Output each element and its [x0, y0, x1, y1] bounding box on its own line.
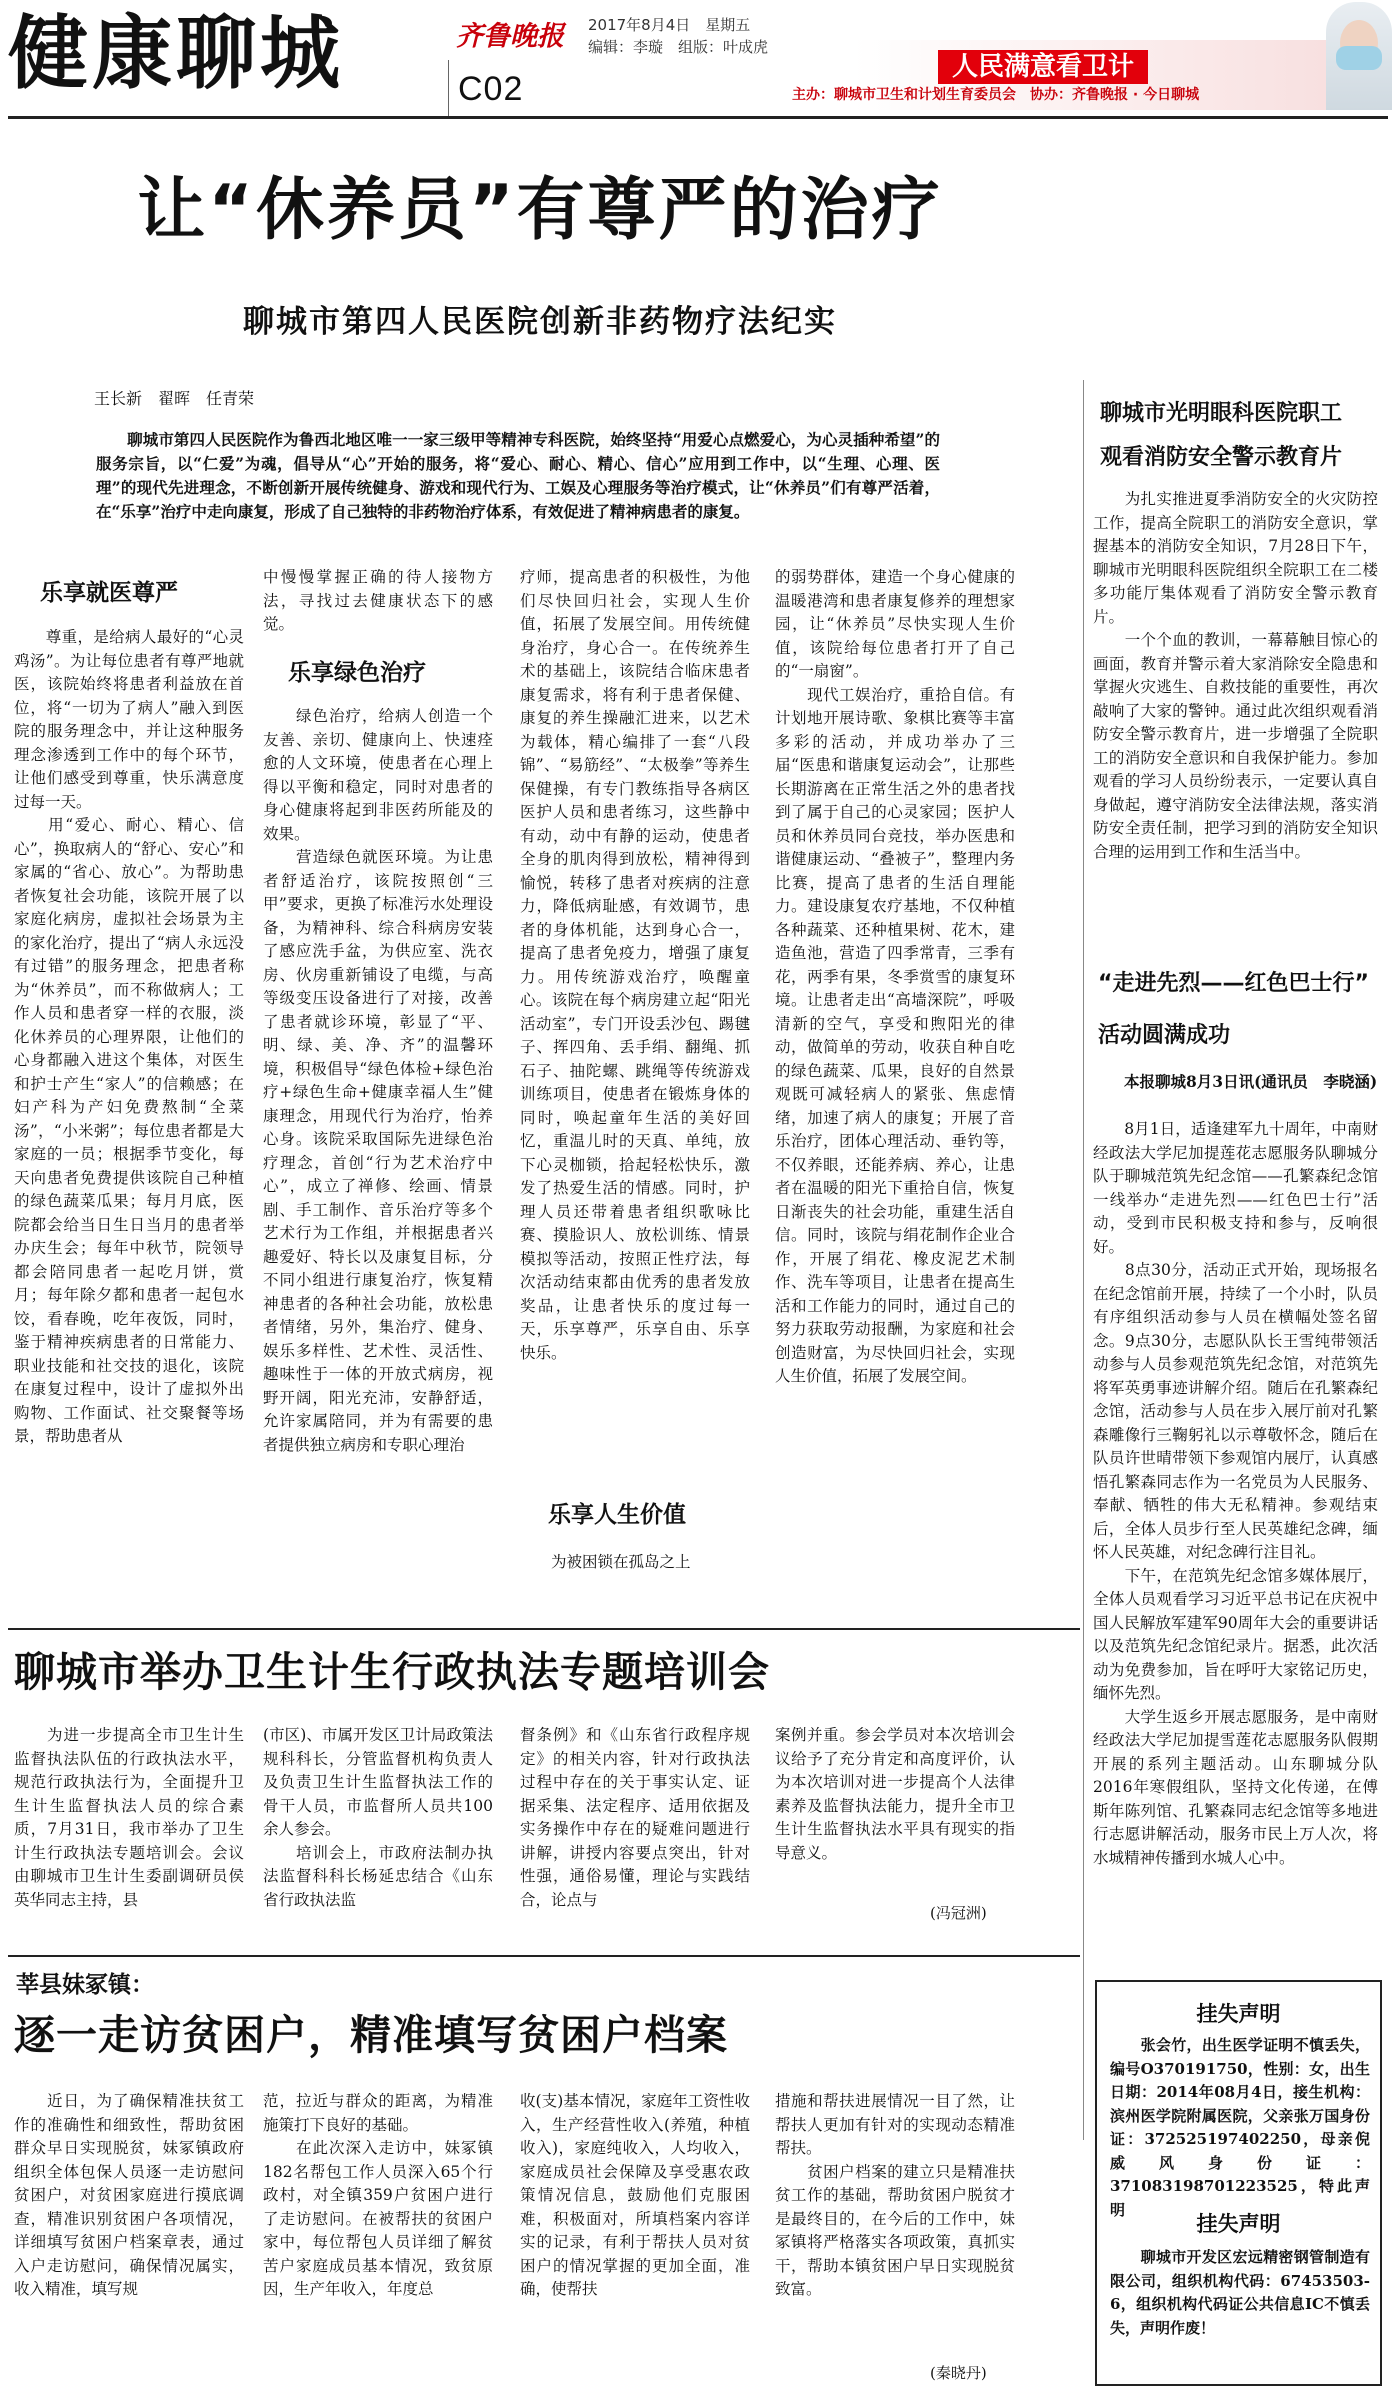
notice-body-1: 张会竹，出生医学证明不慎丢失，编号O370191750，性别：女，出生日期：2014年08月4日，接生机构：滨州医学院附属医院，父亲张万国身份证：372525197402250，母亲倪威风身份证：371083198701223525，特此声明: [1110, 2036, 1370, 2219]
newspaper-logo: 齐鲁晚报: [456, 21, 564, 52]
notice-body-2: 聊城市开发区宏远精密钢管制造有限公司，组织机构代码：67453503-6，组织机构代码证公共信息IC不慎丢失，声明作废！: [1110, 2248, 1370, 2337]
article2-top-rule: [8, 1628, 1080, 1630]
side1-title-line2: 观看消防安全警示教育片: [1100, 445, 1343, 470]
article2-author: (冯冠洲): [930, 1904, 987, 1922]
article3-kicker: 莘县妹冢镇：: [16, 1972, 154, 1998]
lead-col-1: 尊重，是给病人最好的“心灵鸡汤”。为让每位患者有尊严地就医，该院始终将患者利益放在首位，将“一切为了病人”融入到医院的服务理念中，并让这种服务理念渗透到工作中的每个环节，让他们感受到尊重，快乐满意度过每一天。 用“爱心、耐心、精心、信心”，换取病人的“舒心、安心”和家属的“省心、放心”。为帮助患者恢复社会功能，该院开展了以家庭化病房，虚拟社会场景为主的家化治疗，提出了“病人永远没有过错”的服务理念，把患者称为“休养员”，而不称做病人；工作人员和患者穿一样的衣服，淡化休养员的心理界限，让他们的心身都融入进这个集体，对医生和护士产生“家人”的信赖感；在妇产科为产妇免费熬制“全菜汤”，“小米粥”；每位患者都是大家庭的一员；根据季节变化，每天向患者免费提供该院自己种植的绿色蔬菜瓜果；每月月底，医院都会给当日生日当月的患者举办庆生会；每年中秋节，院领导都会陪同患者一起吃月饼，赏月；每年除夕都和患者一起包水饺，看春晚，吃年夜饭，同时，鉴于精神疾病患者的日常能力、职业技能和社交技的退化，该院在康复过程中，设计了虚拟外出购物、工作面试、社交聚餐等场景，帮助患者从: [14, 628, 244, 1445]
lead-intro: 聊城市第四人民医院作为鲁西北地区唯一一家三级甲等精神专科医院，始终坚持“用爱心点燃爱心，为心灵插种希望”的服务宗旨，以“仁爱”为魂，倡导从“心”开始的服务，将“爱心、耐心、精心、信心”应用到工作中，以“生理、心理、医理”的现代先进理念，不断创新开展传统健身、游戏和现代行为、工娱及心理服务等治疗模式，让“休养员”们有尊严活着，在“乐享”治疗中走向康复，形成了自己独特的非药物治疗体系，有效促进了精神病患者的康复。: [96, 430, 940, 521]
editors: 编辑：李璇 组版：叶成虎: [588, 38, 769, 56]
column-rule-main: [1083, 380, 1084, 2140]
side2-title-line2: 活动圆满成功: [1098, 1023, 1231, 1048]
lead-col-2a: 中慢慢掌握正确的待人接物方法，寻找过去健康状态下的感觉。: [263, 568, 493, 633]
lead-col-3: 疗师，提高患者的积极性，为他们尽快回归社会，实现人生价值，拓展了发展空间。用传统健身治疗，身心合一。在传统养生术的基础上，该院结合临床患者康复需求，将有利于患者保健、康复的养生操融汇进来，以艺术为载体，精心编排了一套“八段锦”、“易筋经”、“太极拳”等养生保健操，有专门教练指导各病区医护人员和患者练习，这些静中有动，动中有静的运动，使患者全身的肌肉得到放松，精神得到愉悦，转移了患者对疾病的注意力，降低病耻感，有效调节，患者的身体机能，达到身心合一，提高了患者免疫力，增强了康复力。用传统游戏治疗，唤醒童心。该院在每个病房建立起“阳光活动室”，专门开设丢沙包、踢毽子、挥四角、丢手绢、翻绳、抓石子、抽陀螺、跳绳等传统游戏训练项目，使患者在锻炼身体的同时，唤起童年生活的美好回忆，重温儿时的天真、单纯，放下心灵枷锁，拾起轻松快乐，激发了热爱生活的情感。同时，护理人员还带着患者组织歌咏比赛、摸脸识人、放松训练、情景模拟等活动，按照正性疗法，每次活动结束都由优秀的患者发放奖品，让患者快乐的度过每一天，乐享尊严，乐享自由、乐享快乐。: [520, 568, 750, 1362]
article2-col-4: 案例并重。参会学员对本次培训会议给予了充分肯定和高度评价，认为本次培训对进一步提高个人法律素养及监督执法能力，提升全市卫生计生监督执法水平具有现实的指导意义。: [775, 1726, 1015, 1862]
notice-title-1: 挂失声明: [1196, 2002, 1281, 2026]
article3-col-4: 措施和帮扶进展情况一目了然，让帮扶人更加有针对的实现动态精准帮扶。 贫困户档案的建立只是精准扶贫工作的基础，帮助贫困户脱贫才是最终目的，在今后的工作中，妹冢镇将严格落实各项政策，真抓实干，帮助本镇贫困户早日实现脱贫致富。: [775, 2092, 1015, 2298]
subhead-green: 乐享绿色治疗: [288, 660, 426, 686]
banner-subtitle: 主办：聊城市卫生和计划生育委员会 协办：齐鲁晚报 · 今日聊城: [792, 87, 1200, 103]
lead-byline: 王长新 翟晖 任青荣: [94, 389, 255, 408]
article3-col-3: 收(支)基本情况，家庭年工资性收入，生产经营性收入(养殖，种植收入)，家庭纯收入，人均收入，家庭成员社会保障及享受惠农政策情况信息，鼓励他们克服困难，积极面对，所填档案内容详实的记录，有利于帮扶人员对贫困户的情况掌握的更加全面，准确，使帮扶: [520, 2092, 750, 2298]
banner-title: 人民满意看卫计: [938, 50, 1148, 84]
campaign-banner: [790, 40, 1326, 110]
lead-title: 让“休养员”有尊严的治疗: [137, 171, 943, 250]
side1-title-line1: 聊城市光明眼科医院职工: [1100, 401, 1343, 426]
article3-title: 逐一走访贫困户，精准填写贫困户档案: [14, 2011, 728, 2059]
side2-body: 8月1日，适逢建军九十周年，中南财经政法大学尼加提莲花志愿服务队聊城分队于聊城范筑先纪念馆——孔繁森纪念馆一线举办“走进先烈——红色巴士行”活动，受到市民积极支持和参与，反响很好。 8点30分，活动正式开始，现场报名在纪念馆前开展，持续了一个小时，队员有序组织活动参与人员在横幅处签名留念。9点30分，志愿队队长王雪纯带领活动参与人员参观范筑先纪念馆，对范筑先将军英勇事迹讲解介绍。随后在孔繁森纪念馆，活动参与人员在步入展厅前对孔繁森雕像行三鞠躬礼以示尊敬怀念，随后在队员许世晴带领下参观馆内展厅，认真感悟孔繁森同志作为一名党员为人民服务、奉献、牺牲的伟大无私精神。参观结束后，全体人员步行至人民英雄纪念碑，缅怀人民英雄，对纪念碑行注目礼。 下午，在范筑先纪念馆多媒体展厅，全体人员观看学习习近平总书记在庆祝中国人民解放军建军90周年大会的重要讲话以及范筑先纪念馆纪录片。据悉，此次活动为免费参加，旨在呼吁大家铭记历史，缅怀先烈。 大学生返乡开展志愿服务，是中南财经政法大学尼加提雪莲花志愿服务队假期开展的系列主题活动。山东聊城分队2016年寒假组队，坚持文化传递，在傅斯年陈列馆、孔繁森同志纪念馆等多地进行志愿讲解活动，服务市民上万人次，将水城精神传播到水城人心中。: [1093, 1120, 1378, 1867]
article2-title: 聊城市举办卫生计生行政执法专题培训会: [14, 1648, 770, 1696]
page-number: C02: [458, 70, 524, 108]
article2-col-1: 为进一步提高全市卫生计生监督执法队伍的行政执法水平，规范行政执法行为，全面提升卫生计生监督执法人员的综合素质，7月31日，我市举办了卫生计生行政执法专题培训会。会议由聊城市卫生计生委副调研员侯英华同志主持，县: [14, 1726, 244, 1909]
header-rule: [8, 116, 1388, 119]
subhead-dignity: 乐享就医尊严: [40, 580, 178, 606]
header-divider: [448, 60, 449, 116]
article2-col-2: (市区)、市属开发区卫计局政策法规科科长，分管监督机构负责人及负责卫生计生监督执法工作的骨干人员，市监督所人员共100余人参会。 培训会上，市政府法制办执法监督科科长杨延忠结合《山东省行政执法监: [263, 1726, 493, 1909]
lead-col-2b: 绿色治疗，给病人创造一个友善、亲切、健康向上、快速痊愈的人文环境，使患者在心理上得以平衡和稳定，同时对患者的身心健康将起到非医药所能及的效果。 营造绿色就医环境。为让患者舒适治疗，该院按照创“三甲”要求，更换了标准污水处理设备，为精神科、综合科病房安装了感应洗手盆，为供应室、洗衣房、伙房重新铺设了电缆，与高等级变压设备进行了对接，改善了患者就诊环境，彰显了“平、明、绿、美、净、齐”的温馨环境，积极倡导“绿色体检+绿色治疗+绿色生命+健康幸福人生”健康理念，用现代行为治疗，怡养心身。该院采取国际先进绿色治疗理念，首创“行为艺术治疗中心”，成立了禅修、绘画、情景剧、手工制作、音乐治疗等多个艺术行为工作组，并根据患者兴趣爱好、特长以及康复目标，分不同小组进行康复治疗，恢复精神患者的各种社会功能，放松患者情绪，另外，集治疗、健身、娱乐多样性、艺术性、灵活性、趣味性于一体的开放式病房，视野开阔，阳光充沛，安静舒适，允许家属陪同，并为有需要的患者提供独立病房和专职心理治: [263, 707, 493, 1454]
side1-body: 为扎实推进夏季消防安全的火灾防控工作，提高全院职工的消防安全意识，掌握基本的消防安全知识，7月28日下午，聊城市光明眼科医院组织全院职工在二楼多功能厅集体观看了消防安全警示教育片。 一个个血的教训，一幕幕触目惊心的画面，教育并警示着大家消除安全隐患和掌握火灾逃生、自救技能的重要性，再次敲响了大家的警钟。通过此次组织观看消防安全警示教育片，进一步增强了全院职工的消防安全意识和自我保护能力。参加观看的学习人员纷纷表示，一定要认真自身做起，遵守消防安全法律法规，落实消防安全责任制，把学习到的消防安全知识合理的运用到工作和生活当中。: [1093, 490, 1378, 861]
article3-col-2: 范，拉近与群众的距离，为精准施策打下良好的基础。 在此次深入走访中，妹冢镇182名帮包工作人员深入65个行政村，对全镇359户贫困户进行了走访慰问。在被帮扶的贫困户家中，每位帮包人员详细了解贫苦户家庭成员基本情况，致贫原因，生产年收入，年度总: [263, 2092, 493, 2298]
issue-date: 2017年8月4日 星期五: [588, 16, 751, 34]
lead-subtitle: 聊城市第四人民医院创新非药物疗法纪实: [243, 304, 837, 340]
doctor-photo: [1326, 2, 1392, 110]
article3-author: (秦晓丹): [930, 2364, 987, 2382]
notice-title-2: 挂失声明: [1196, 2212, 1281, 2236]
lead-col-3b: 为被困锁在孤岛之上: [520, 1553, 691, 1571]
subhead-value: 乐享人生价值: [548, 1502, 686, 1528]
lead-col-4: 的弱势群体，建造一个身心健康的温暖港湾和患者康复修养的理想家园，让“休养员”尽快实现人生价值，该院给每位患者打开了自己的“一扇窗”。 现代工娱治疗，重拾自信。有计划地开展诗歌、象棋比赛等丰富多彩的活动，并成功举办了三届“医患和谐康复运动会”，让那些长期游离在正常生活之外的患者找到了属于自己的心灵家园；医护人员和休养员同台竞技，举办医患和谐健康运动、“叠被子”，整理内务比赛，提高了患者的生活自理能力。建设康复农疗基地，不仅种植各种蔬菜、还种植果树、花木，建造鱼池，营造了四季常青，三季有花，两季有果，冬季赏雪的康复环境。让患者走出“高墙深院”，呼吸清新的空气，享受和煦阳光的律动，做简单的劳动，收获自种自吃的绿色蔬菜、瓜果，良好的自然景观既可减轻病人的紧张、焦虑情绪，加速了病人的康复；开展了音乐治疗，团体心理活动、垂钓等，不仅养眼，还能养病、养心，让患者在温暖的阳光下重拾自信，恢复日渐丧失的社会功能，重建生活自信。同时，该院与绢花制作企业合作，开展了绢花、橡皮泥艺术制作、洗车等项目，让患者在提高生活和工作能力的同时，通过自己的努力获取劳动报酬，为家庭和社会创造财富，为尽快回归社会，实现人生价值，拓展了发展空间。: [775, 568, 1015, 1385]
article2-col-3: 督条例》和《山东省行政程序规定》的相关内容，针对行政执法过程中存在的关于事实认定、证据采集、法定程序、适用依据及实务操作中存在的疑难问题进行讲解，讲授内容要点突出，针对性强，通俗易懂，理论与实践结合，论点与: [520, 1726, 750, 1909]
side2-title-line1: “走进先烈——红色巴士行”: [1098, 971, 1369, 996]
section-title: 健康聊城: [8, 7, 344, 100]
article3-col-1: 近日，为了确保精准扶贫工作的准确性和细致性，帮助贫困群众早日实现脱贫，妹冢镇政府组织全体包保人员逐一走访慰问贫困户，对贫困家庭进行摸底调查，精准识别贫困户各项情况，详细填写贫困户档案章表，通过入户走访慰问，确保情况属实，收入精准，填写规: [14, 2092, 244, 2298]
side2-lead: 本报聊城8月3日讯(通讯员 李晓涵): [1093, 1072, 1378, 1091]
article3-top-rule: [8, 1955, 1080, 1957]
